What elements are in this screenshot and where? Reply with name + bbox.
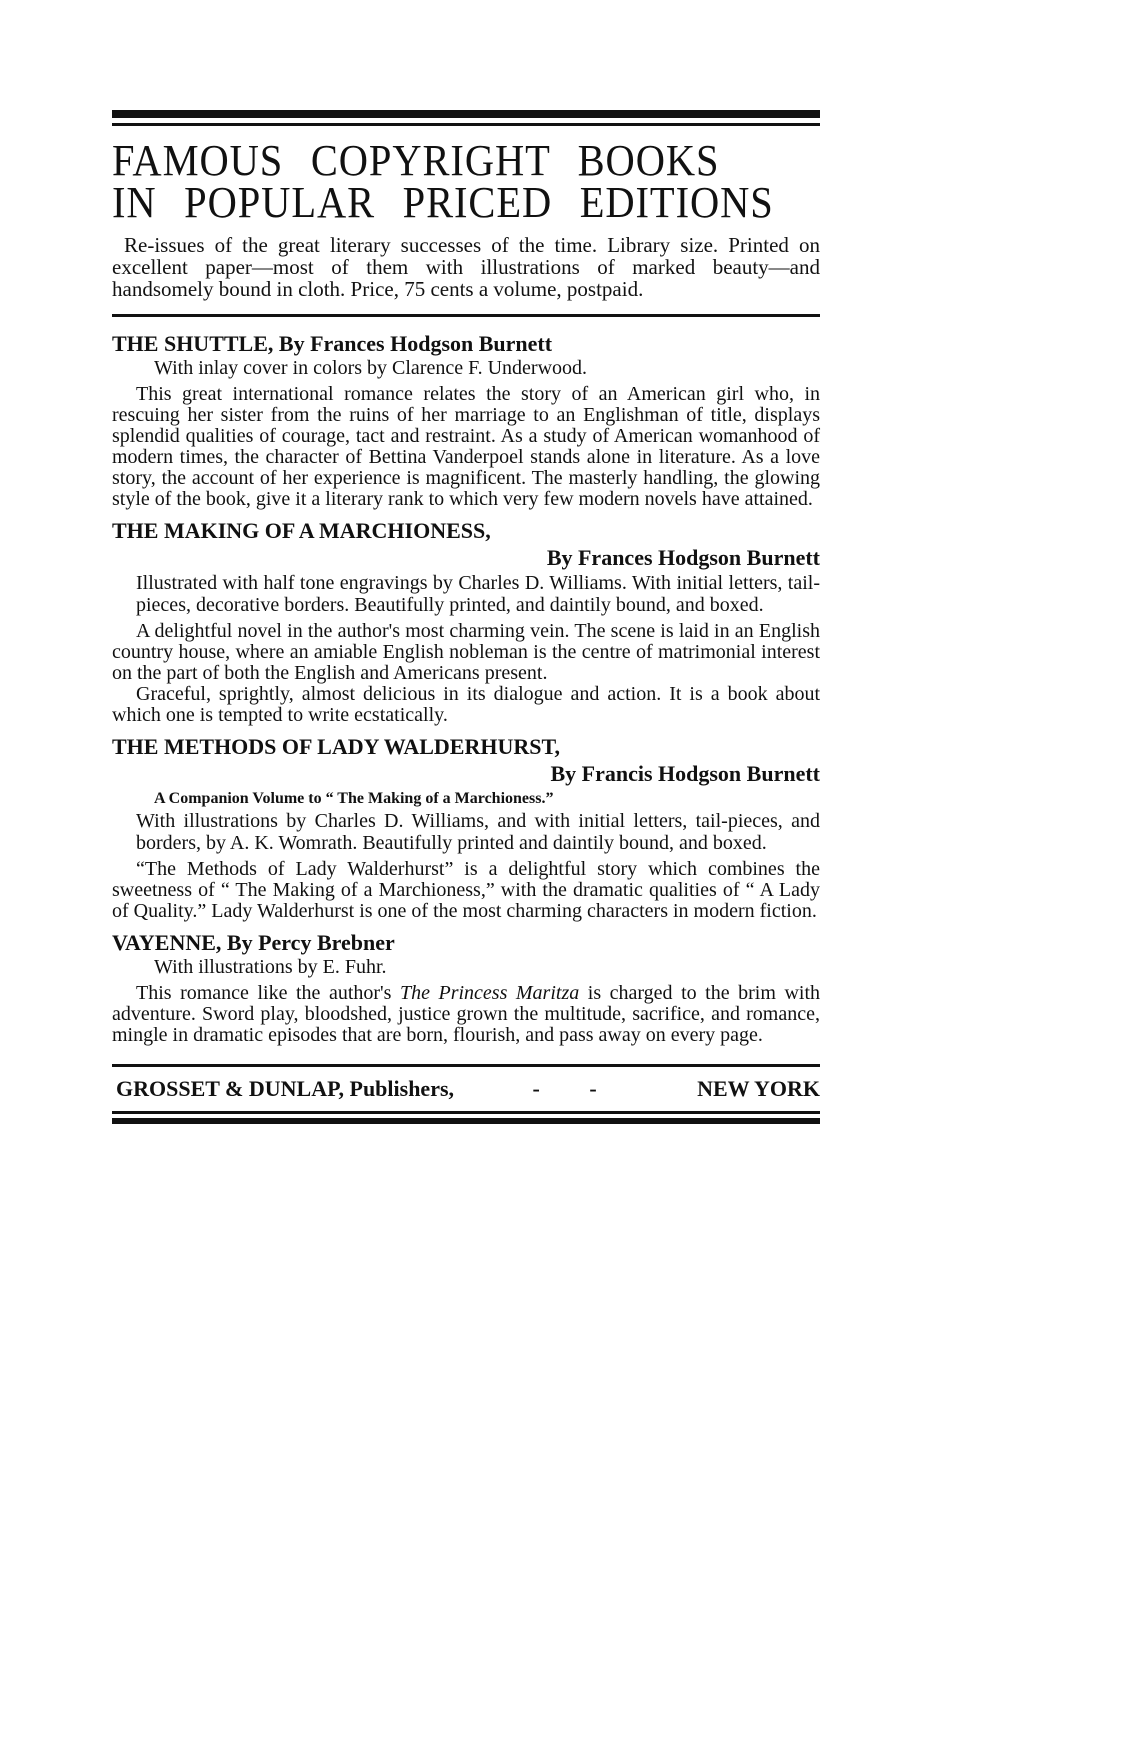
description-text: is charged to the brim with adventure. Sword play, bloodshed, justice grown the multitude, sacrifice, and romance, mingle in dramatic episodes that are born, flourish, and pass away on every page. bbox=[112, 982, 820, 1046]
page-title bbox=[112, 136, 774, 227]
book-author: By Francis Hodgson Burnett bbox=[550, 761, 820, 786]
footer-rule-thick bbox=[112, 1118, 820, 1124]
book-entry-walderhurst bbox=[112, 734, 820, 922]
book-entry-shuttle bbox=[112, 331, 820, 510]
book-title: THE MAKING OF A MARCHIONESS, bbox=[112, 518, 491, 543]
book-description: This great international romance relates the story of an American girl who, in rescuing her sister from the ruins of her marriage to an Englishman of title, displays splendid qualities of courage, tact and restraint. As a study of American womanhood of modern times, the character of Bettina Vanderpoel stands alone in literature. As a love story, the account of her experience is magnificent. The masterly handling, the glowing style of the book, give it a literary rank to which very few modern novels have attained. bbox=[112, 383, 820, 510]
intro-text: Re-issues of the great literary successes of the time. Library size. Printed on excellent paper—most of them with illustrations of marked beauty—and handsomely bound in cloth. Price, 75 cents a volume, postpaid. bbox=[112, 233, 820, 301]
section-divider bbox=[112, 314, 820, 317]
book-entry-marchioness bbox=[112, 518, 820, 726]
separator-dots: - - bbox=[532, 1076, 619, 1101]
footer-rule-thin bbox=[112, 1111, 820, 1114]
title-line-1: FAMOUS COPYRIGHT BOOKS bbox=[112, 136, 720, 185]
book-description: A delightful novel in the author's most charming vein. The scene is laid in an English country house, where an amiable English nobleman is the centre of matrimonial interest on the part of both the English and Americans present. bbox=[112, 620, 820, 684]
book-entry-vayenne bbox=[112, 930, 820, 1046]
book-title: THE METHODS OF LADY WALDERHURST, bbox=[112, 734, 561, 759]
book-title: THE SHUTTLE, By Frances Hodgson Burnett bbox=[112, 331, 553, 356]
book-description: “The Methods of Lady Walderhurst” is a delightful story which combines the sweetness of “ The Making of a Marchioness,” with the dramatic qualities of “ A Lady of Quality.” Lady Walderhurst is one of the most charming characters in modern fiction. bbox=[112, 858, 820, 922]
book-description bbox=[112, 983, 820, 1046]
publisher-footer bbox=[112, 1067, 820, 1111]
book-note: Illustrated with half tone engravings by Charles D. Williams. With initial letters, tail-pieces, decorative borders. Beautifully printed, and daintily bound, and boxed. bbox=[136, 572, 820, 616]
title-line-2: IN POPULAR PRICED EDITIONS bbox=[112, 178, 774, 227]
publisher-name: GROSSET & DUNLAP, Publishers, bbox=[116, 1076, 455, 1101]
book-title: VAYENNE, By Percy Brebner bbox=[112, 930, 395, 955]
publisher-city: NEW YORK bbox=[697, 1076, 820, 1101]
book-note: With illustrations by E. Fuhr. bbox=[154, 956, 387, 978]
book-note: With illustrations by Charles D. Williams, and with initial letters, tail-pieces, and borders, by A. K. Womrath. Beautifully printed and daintily bound, and boxed. bbox=[136, 810, 820, 854]
description-text: This romance like the author's bbox=[136, 982, 400, 1004]
top-rule-thick bbox=[112, 110, 820, 118]
book-author: By Frances Hodgson Burnett bbox=[546, 545, 820, 570]
book-description: Graceful, sprightly, almost delicious in its dialogue and action. It is a book about which one is tempted to write ecstatically. bbox=[112, 683, 820, 726]
advertisement-page bbox=[112, 110, 820, 1129]
book-note: With inlay cover in colors by Clarence F. Underwood. bbox=[154, 357, 588, 379]
companion-note: A Companion Volume to “ The Making of a Marchioness.” bbox=[154, 790, 554, 807]
top-rule-thin bbox=[112, 123, 820, 126]
italic-title: The Princess Maritza bbox=[399, 982, 580, 1004]
